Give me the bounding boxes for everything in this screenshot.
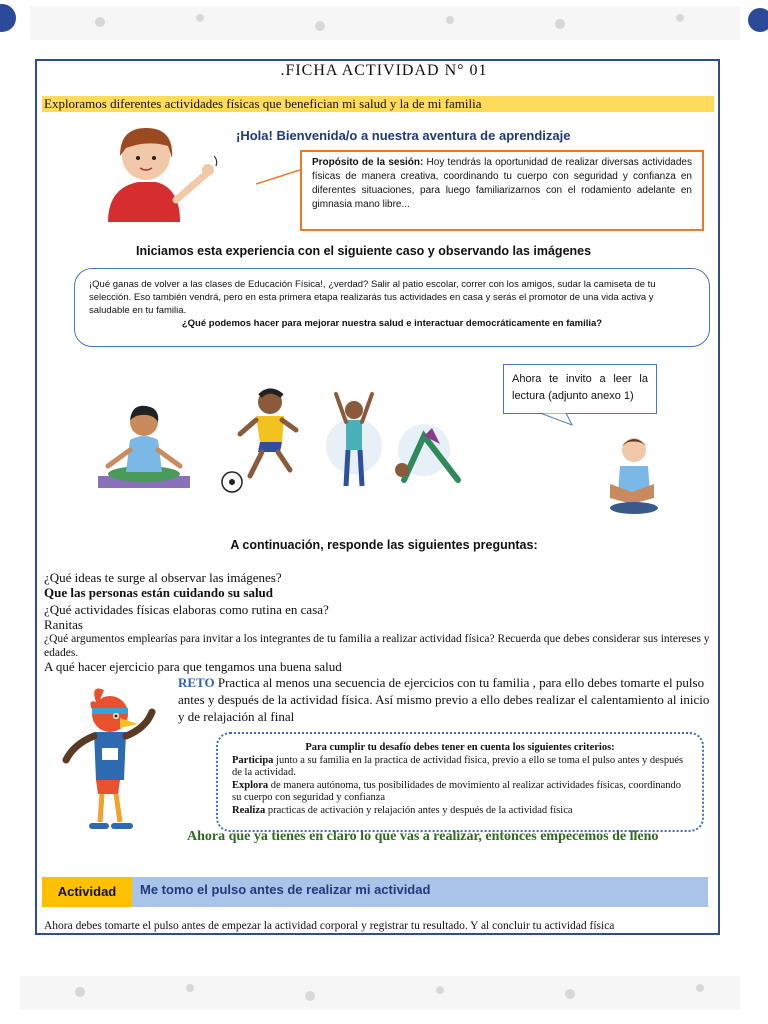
- purpose-label: Propósito de la sesión:: [312, 157, 424, 168]
- challenge-label: RETO: [178, 675, 215, 690]
- activity-label: Actividad: [42, 877, 132, 907]
- callout-tail: [540, 413, 580, 427]
- session-purpose-box: [300, 150, 704, 231]
- criteria-item: [232, 755, 688, 780]
- yoga-meditation-illustration: [96, 396, 192, 492]
- mascot-bird-illustration: [60, 684, 160, 836]
- answer-3: A qué hacer ejercicio para que tengamos una buena salud: [44, 659, 342, 674]
- stretching-exercise-illustration: [320, 388, 464, 492]
- activity-title: Me tomo el pulso antes de realizar mi actividad: [132, 877, 708, 907]
- purpose-text: Hoy tendrás la oportunidad de realizar diversas actividades físicas de manera creativa, coordinando tu cuerpo con seguridad y confianza en diferentes situaciones, para luego familiarizarnos con el rodamiento adelante en gimnasia mano libre...: [312, 157, 692, 210]
- bottom-decorative-band: [0, 968, 768, 1020]
- answer-1: Que las personas están cuidando su salud: [44, 585, 274, 600]
- challenge-paragraph: [178, 674, 713, 725]
- connector-line: [256, 166, 300, 186]
- case-speech-bubble: [74, 268, 710, 347]
- criteria-item: [232, 780, 688, 805]
- case-question: ¿Qué podemos hacer para mejorar nuestra salud e interactuar democráticamente en familia?: [181, 318, 603, 329]
- girl-waving-illustration: [98, 118, 218, 222]
- criteria-item-text: de manera autónoma, tus posibilidades de movimiento al realizar actividades físicas, coordinando su cuerpo con seguridad y confianza: [232, 779, 682, 803]
- welcome-heading: ¡Hola! Bienvenida/o a nuestra aventura de aprendizaje: [236, 128, 571, 143]
- question-3: ¿Qué argumentos emplearías para invitar a los integrantes de tu familia a realizar actividad física? Recuerda que debes considerar sus intereses y edades.: [44, 633, 710, 659]
- criteria-item-verb: Realiza: [232, 804, 266, 816]
- criteria-item-verb: Participa: [232, 754, 274, 766]
- top-decorative-band: [0, 0, 768, 52]
- boy-reading-illustration: [604, 432, 662, 514]
- criteria-item: [232, 805, 688, 818]
- criteria-item-text: junto a su familia en la practica de actividad física, previo a ello se toma el pulso antes y después de la actividad.: [232, 754, 684, 778]
- criteria-item-verb: Explora: [232, 779, 269, 791]
- answer-2: Ranitas: [44, 617, 83, 632]
- activity-instructions: Ahora debes tomarte el pulso antes de empezar la actividad corporal y registrar tu resultado. Y al concluir tu actividad física: [44, 920, 615, 932]
- intro-heading: Iniciamos esta experiencia con el siguiente caso y observando las imágenes: [136, 244, 592, 258]
- criteria-box: [216, 732, 704, 832]
- question-1: ¿Qué ideas te surge al observar las imágenes?: [44, 570, 282, 585]
- questions-heading: A continuación, responde las siguientes preguntas:: [230, 538, 538, 552]
- activity-header-bar: [42, 877, 708, 907]
- subtitle-highlight: Exploramos diferentes actividades físicas que benefician mi salud y la de mi familia: [42, 96, 714, 112]
- worksheet-title: .FICHA ACTIVIDAD N° 01: [280, 62, 488, 79]
- closing-statement: Ahora que ya tienes en claro lo que vas a realizar, entonces empecemos de lleno: [187, 829, 659, 844]
- case-text: ¡Qué ganas de volver a las clases de Educación Física!, ¿verdad? Salir al patio escolar, correr con los amigos, sudar la camiseta de tu selección. Eso también vendrá, pero en esta primera etapa realizarás tus actividades en casa y serás el promotor de una vida activa y saludable en tu familia.: [89, 279, 656, 316]
- criteria-title: Para cumplir tu desafío debes tener en cuenta los siguientes criterios:: [305, 742, 615, 753]
- criteria-item-text: practicas de activación y relajación antes y después de la actividad física: [265, 804, 573, 816]
- boy-soccer-illustration: [220, 386, 306, 494]
- reading-invite-callout: Ahora te invito a leer la lectura (adjunto anexo 1): [503, 364, 657, 414]
- challenge-text: Practica al menos una secuencia de ejercicios con tu familia , para ello debes tomarte el pulso antes y después de la actividad física. Así mismo previo a ello debes realizar el calentamiento al inicio y de relajación al final: [178, 675, 710, 724]
- question-2: ¿Qué actividades físicas elaboras como rutina en casa?: [44, 602, 329, 617]
